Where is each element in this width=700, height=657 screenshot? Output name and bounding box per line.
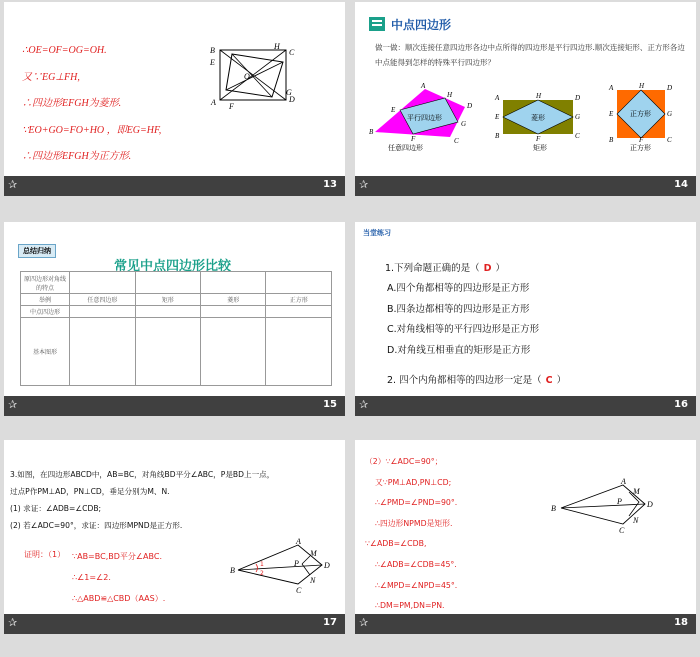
slide-18[interactable]: [355, 440, 696, 634]
prompt-text: 做一做：顺次连接任意四边形各边中点所得的四边形是平行四边形.顺次连接矩形、正方形各边中点能得到怎样的特殊平行四边形？: [375, 43, 685, 67]
page-number: 13: [323, 179, 337, 190]
proof-line: 又∵EG⊥FH,: [22, 71, 80, 83]
table-cell: [135, 306, 200, 318]
label-d: D: [289, 95, 295, 104]
proof-line: ∴∠1=∠2.: [72, 573, 111, 582]
answer: D: [483, 263, 492, 274]
slide-14[interactable]: [355, 2, 696, 196]
row-header: 基本图形: [21, 318, 70, 386]
label-f: F: [229, 102, 234, 111]
slide-15[interactable]: [4, 222, 345, 416]
fig2-label-c: C: [575, 132, 580, 140]
proof-line: ∴OE=OF=OG=OH.: [22, 45, 107, 56]
label-p: P: [617, 497, 622, 506]
proof-line: ∵∠ADB=∠CDB,: [365, 539, 427, 549]
table-cell: [135, 318, 200, 386]
page-number: 15: [323, 399, 337, 410]
label-g: G: [286, 88, 292, 97]
label-c: C: [296, 586, 302, 595]
slide-17[interactable]: [4, 440, 345, 634]
proof-line: ∵AB=BC,BD平分∠ABC.: [72, 552, 162, 561]
proof-line: 又∵PM⊥AD,PN⊥CD;: [375, 477, 452, 487]
kite-diagram: [4, 440, 345, 634]
star-icon: ✰: [8, 398, 18, 411]
proof-line: ∴∠MPD=∠NPD=45°.: [375, 580, 458, 590]
fig2-inner-label: 菱形: [531, 114, 545, 122]
angle-1-label: 1: [260, 561, 264, 568]
fig2-label-d: D: [575, 94, 581, 102]
label-m: M: [633, 487, 640, 496]
comparison-table: [20, 271, 332, 386]
fig3-caption: 正方形: [630, 144, 651, 152]
fig3-label-d: D: [667, 84, 673, 92]
table-cell: [266, 318, 332, 386]
slide-footer: [4, 176, 345, 196]
table-cell: [201, 272, 266, 294]
label-d: D: [324, 561, 330, 570]
fig1-label-e: E: [391, 106, 396, 114]
angle-2-label: 2: [260, 570, 264, 577]
label-h: H: [274, 42, 280, 51]
label-b: B: [210, 46, 215, 55]
fig3-label-h: H: [639, 82, 645, 90]
label-p: P: [294, 559, 299, 568]
proof-line: ∵EO+GO=FO+HO ，即EG=HF,: [22, 124, 162, 136]
fig1-caption: 任意四边形: [388, 144, 423, 152]
proof-line: ∴∠PMD=∠PND=90°.: [375, 498, 458, 508]
fig1-label-h: H: [447, 91, 453, 99]
label-a: A: [296, 537, 301, 546]
proof-line: ∴DM=PM,DN=PN.: [375, 601, 445, 611]
star-icon: ✰: [8, 616, 18, 629]
page-number: 17: [323, 617, 337, 628]
table-cell: [201, 306, 266, 318]
slide-footer: [4, 614, 345, 634]
proof-line: ∴∠ADB=∠CDB=45°.: [375, 559, 457, 569]
table-cell: [201, 318, 266, 386]
problem-line: (1) 求证：∠ADB=∠CDB;: [10, 504, 102, 513]
fig1-label-f: F: [411, 135, 416, 143]
fig2-label-g: G: [575, 113, 581, 121]
proof-line: ∴四边形EFGH为菱形.: [22, 98, 122, 109]
option[interactable]: B.四条边都相等的四边形是正方形: [387, 303, 530, 315]
kite-diagram: [355, 440, 696, 634]
fig3-inner-label: 正方形: [630, 110, 651, 118]
star-icon: ✰: [359, 178, 369, 191]
slide-footer: [355, 176, 696, 196]
row-header: 原四边形对角线的特点: [21, 272, 70, 294]
question-text: 1.下列命题正确的是（: [385, 263, 480, 274]
fig3-label-e: E: [609, 110, 614, 118]
square-figure: [355, 2, 696, 196]
column-header: 正方形: [266, 294, 332, 306]
label-n: N: [310, 576, 316, 585]
question-end: ）: [556, 375, 567, 386]
proof-line: ∴四边形NPMD是矩形.: [375, 518, 453, 528]
label-c: C: [289, 48, 295, 57]
fig1-label-d: D: [467, 102, 473, 110]
fig3-label-c: C: [667, 136, 672, 144]
proof-label: 证明：（1）: [24, 550, 66, 559]
question-2: [387, 372, 566, 386]
option[interactable]: C.对角线相等的平行四边形是正方形: [387, 324, 540, 335]
proof-line: （2）∵∠ADC=90°；: [365, 457, 443, 466]
table-cell: [266, 272, 332, 294]
table-cell: [266, 306, 332, 318]
proof-line: ∴△ABD≌△CBD（AAS）.: [72, 594, 166, 603]
question-end: ）: [495, 263, 505, 274]
fig3-label-f: F: [639, 136, 644, 144]
fig3-label-b: B: [609, 136, 614, 144]
label-c: C: [619, 526, 625, 535]
fig2-label-b: B: [495, 132, 500, 140]
label-a: A: [211, 98, 216, 107]
q1-options: [387, 279, 539, 361]
slide-footer: [355, 614, 696, 634]
slide-13[interactable]: [4, 2, 345, 196]
fig1-label-g: G: [461, 120, 467, 128]
proof-line: ∴四边形EFGH为正方形.: [22, 151, 132, 162]
problem-line: 3.如图，在四边形ABCD中，AB=BC，对角线BD平分∠ABC，P是BD上一点，: [10, 470, 275, 479]
label-o: O: [244, 72, 250, 81]
practice-tag: 当堂练习: [363, 229, 391, 237]
option[interactable]: D.对角线互相垂直的矩形是正方形: [387, 344, 531, 356]
label-b: B: [230, 566, 235, 575]
table-cell: [70, 306, 135, 318]
fig1-label-a: A: [421, 82, 426, 90]
slide-footer: [4, 396, 345, 416]
fig2-label-a: A: [495, 94, 500, 102]
fig2-caption: 矩形: [533, 144, 547, 152]
problem-line: 过点P作PM⊥AD，PN⊥CD，垂足分别为M、N.: [10, 487, 170, 496]
fig1-label-b: B: [369, 128, 374, 136]
option[interactable]: A.四个角都相等的四边形是正方形: [387, 283, 530, 294]
star-icon: ✰: [359, 616, 369, 629]
page-number: 14: [674, 179, 688, 190]
fig2-label-f: F: [536, 135, 541, 143]
page-number: 16: [674, 399, 688, 410]
problem-line: (2) 若∠ADC=90°，求证：四边形MPND是正方形.: [10, 521, 183, 530]
slide-footer: [355, 396, 696, 416]
row-header: 中点四边形: [21, 306, 70, 318]
column-header: 矩形: [135, 294, 200, 306]
table-cell: [70, 318, 135, 386]
fig2-label-h: H: [536, 92, 542, 100]
fig2-label-e: E: [495, 113, 500, 121]
answer: C: [545, 375, 553, 386]
star-icon: ✰: [359, 398, 369, 411]
fig1-inner-label: 平行四边形: [407, 114, 442, 122]
slide-title: 常见中点四边形比较: [114, 259, 232, 274]
label-e: E: [210, 58, 215, 67]
label-b: B: [551, 504, 556, 513]
fig3-label-a: A: [609, 84, 614, 92]
label-d: D: [647, 500, 653, 509]
question-1: [385, 260, 505, 274]
star-icon: ✰: [8, 178, 18, 191]
column-header: 任意四边形: [70, 294, 135, 306]
label-m: M: [310, 549, 317, 558]
page-number: 18: [674, 617, 688, 628]
label-n: N: [633, 516, 639, 525]
slide-16[interactable]: [355, 222, 696, 416]
table-cell: [70, 272, 135, 294]
fig3-label-g: G: [667, 110, 673, 118]
label-a: A: [621, 477, 626, 486]
column-header: 举例: [21, 294, 70, 306]
summary-badge: 总结归纳: [18, 244, 56, 258]
question-text: 2. 四个内角都相等的四边形一定是（: [387, 375, 542, 386]
table-cell: [135, 272, 200, 294]
section-title: 中点四边形: [391, 18, 452, 32]
fig1-label-c: C: [454, 137, 459, 145]
column-header: 菱形: [201, 294, 266, 306]
